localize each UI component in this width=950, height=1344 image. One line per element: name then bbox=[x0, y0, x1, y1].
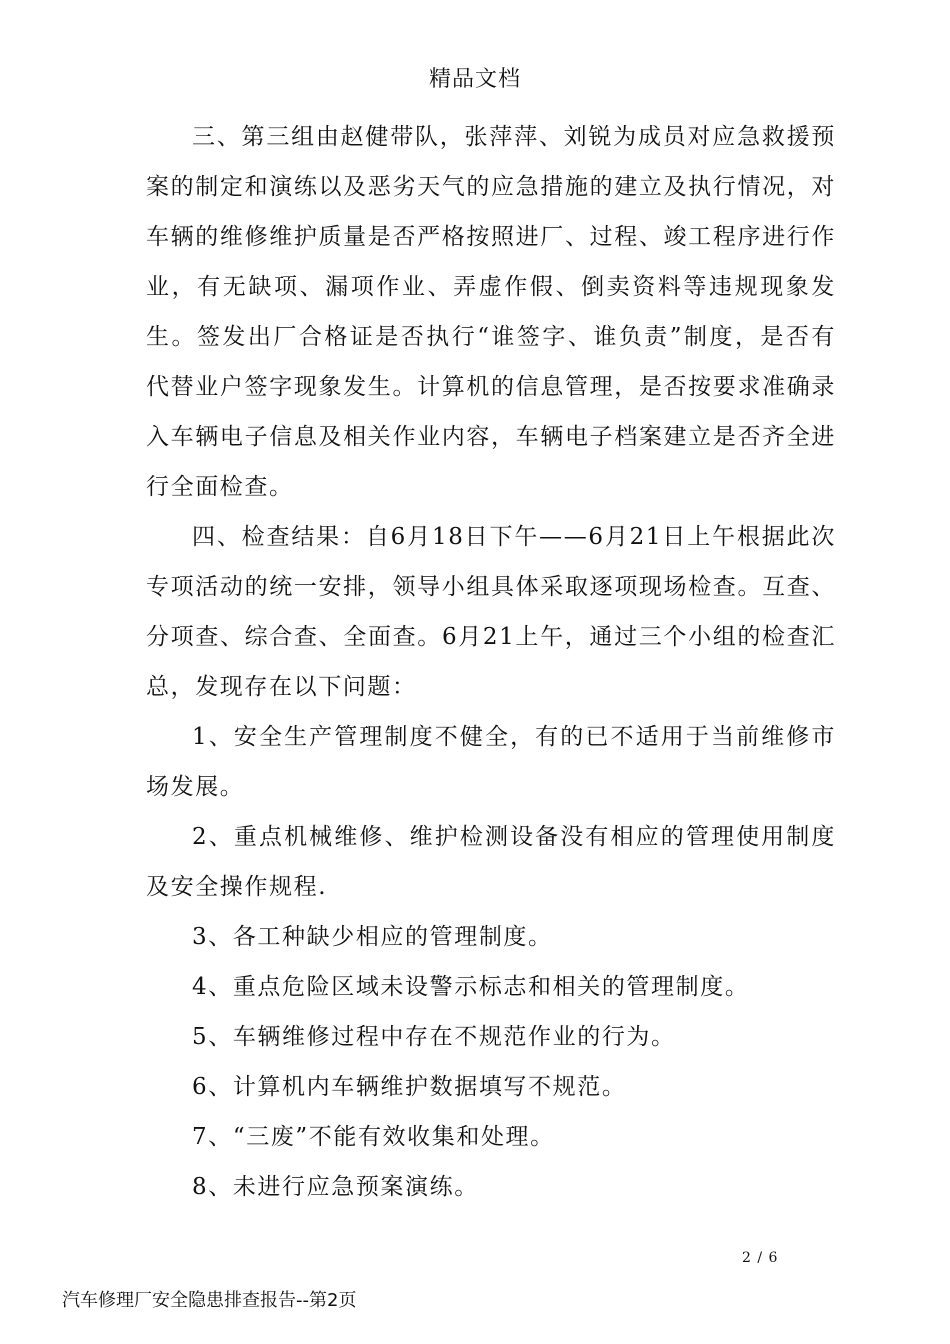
page-footer: 汽车修理厂安全隐患排查报告--第2页 bbox=[62, 1290, 357, 1311]
list-item-issue-4: 4、重点危险区域未设警示标志和相关的管理制度。 bbox=[192, 974, 750, 1000]
list-item-issue-3: 3、各工种缺少相应的管理制度。 bbox=[192, 924, 553, 950]
document-body bbox=[146, 112, 836, 1212]
paragraph-inspection-results: 四、检查结果：自6月18日下午——6月21日上午根据此次专项活动的统一安排，领导小组具体采取逐项现场检查。互查、分项查、综合查、全面查。6月21上午，通过三个小组的检查汇总，发现存在以下问题： bbox=[146, 524, 836, 700]
list-item-issue-1: 1、安全生产管理制度不健全，有的已不适用于当前维修市场发展。 bbox=[146, 724, 836, 800]
page-number: 2 / 6 bbox=[742, 1250, 779, 1266]
list-item-issue-2: 2、重点机械维修、维护检测设备没有相应的管理使用制度及安全操作规程. bbox=[146, 824, 836, 900]
list-item-issue-6: 6、计算机内车辆维护数据填写不规范。 bbox=[192, 1074, 627, 1100]
list-item-issue-7: 7、“三废”不能有效收集和处理。 bbox=[192, 1124, 555, 1150]
page-header-title: 精品文档 bbox=[428, 67, 521, 92]
paragraph-group-three: 三、第三组由赵健带队，张萍萍、刘锐为成员对应急救援预案的制定和演练以及恶劣天气的应急措施的建立及执行情况，对车辆的维修维护质量是否严格按照进厂、过程、竣工程序进行作业，有无缺项、漏项作业、弄虚作假、倒卖资料等违规现象发生。签发出厂合格证是否执行“谁签字、谁负责”制度，是否有代替业户签字现象发生。计算机的信息管理，是否按要求准确录入车辆电子信息及相关作业内容，车辆电子档案建立是否齐全进行全面检查。 bbox=[146, 124, 836, 500]
list-item-issue-8: 8、未进行应急预案演练。 bbox=[192, 1174, 479, 1200]
list-item-issue-5: 5、车辆维修过程中存在不规范作业的行为。 bbox=[192, 1024, 676, 1050]
